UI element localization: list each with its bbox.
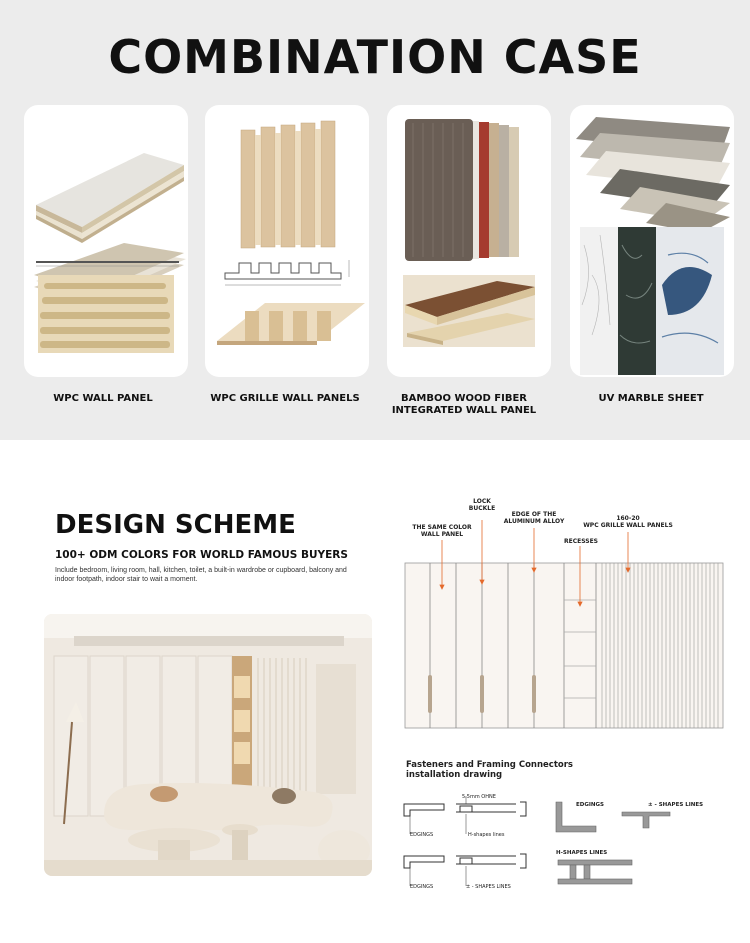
fasteners-title: Fasteners and Framing Connectors installation drawing (406, 760, 573, 780)
design-title: DESIGN SCHEME (55, 510, 296, 540)
label-recesses: RECESSES (563, 538, 598, 545)
wpc-grille-image (205, 105, 369, 377)
label-size: 5.5mm OHNE (462, 794, 496, 800)
design-subtitle: 100+ ODM COLORS FOR WORLD FAMOUS BUYERS (55, 549, 348, 561)
bamboo-wood-fiber-image (387, 105, 551, 377)
design-description: Include bedroom, living room, hall, kitchen, toilet, a built-in wardrobe or cupboard, balcony and indoor footpath, indoor stair to wait a moment. (55, 567, 347, 583)
label-edgings-3: EDGINGS (576, 802, 604, 808)
combination-title: COMBINATION CASE (108, 30, 642, 84)
label-grille-panels: 160-20 WPC GRILLE WALL PANELS (583, 515, 673, 529)
caption-wpc-wall-panel: WPC WALL PANEL (53, 393, 153, 404)
label-same-color: THE SAME COLOR WALL PANEL (412, 524, 472, 538)
label-h-shapes-1: H-shapes lines (468, 832, 505, 838)
product-card-uv-marble (570, 105, 734, 377)
label-h-shapes: H-SHAPES LINES (556, 850, 608, 856)
product-card-wpc-grille (205, 105, 369, 377)
label-edgings-2: EDGINGS (410, 884, 434, 890)
living-room-photo (44, 614, 372, 876)
label-lock-buckle: LOCK BUCKLE (468, 498, 496, 512)
uv-marble-image (570, 105, 734, 377)
label-edge-aluminum: EDGE OF THE ALUMINUM ALLOY (503, 511, 565, 525)
caption-wpc-grille: WPC GRILLE WALL PANELS (210, 393, 360, 404)
label-shapes-2: ± - SHAPES LINES (466, 884, 511, 890)
product-card-wpc-wall-panel (24, 105, 188, 377)
wpc-wall-panel-image (24, 105, 188, 377)
label-t-shapes: ± - SHAPES LINES (648, 802, 704, 808)
caption-bamboo-wood-fiber: BAMBOO WOOD FIBER INTEGRATED WALL PANEL (391, 393, 537, 416)
label-edgings-1: EDGINGS (410, 832, 434, 838)
product-card-bamboo-wood-fiber (387, 105, 551, 377)
caption-uv-marble: UV MARBLE SHEET (598, 393, 704, 404)
